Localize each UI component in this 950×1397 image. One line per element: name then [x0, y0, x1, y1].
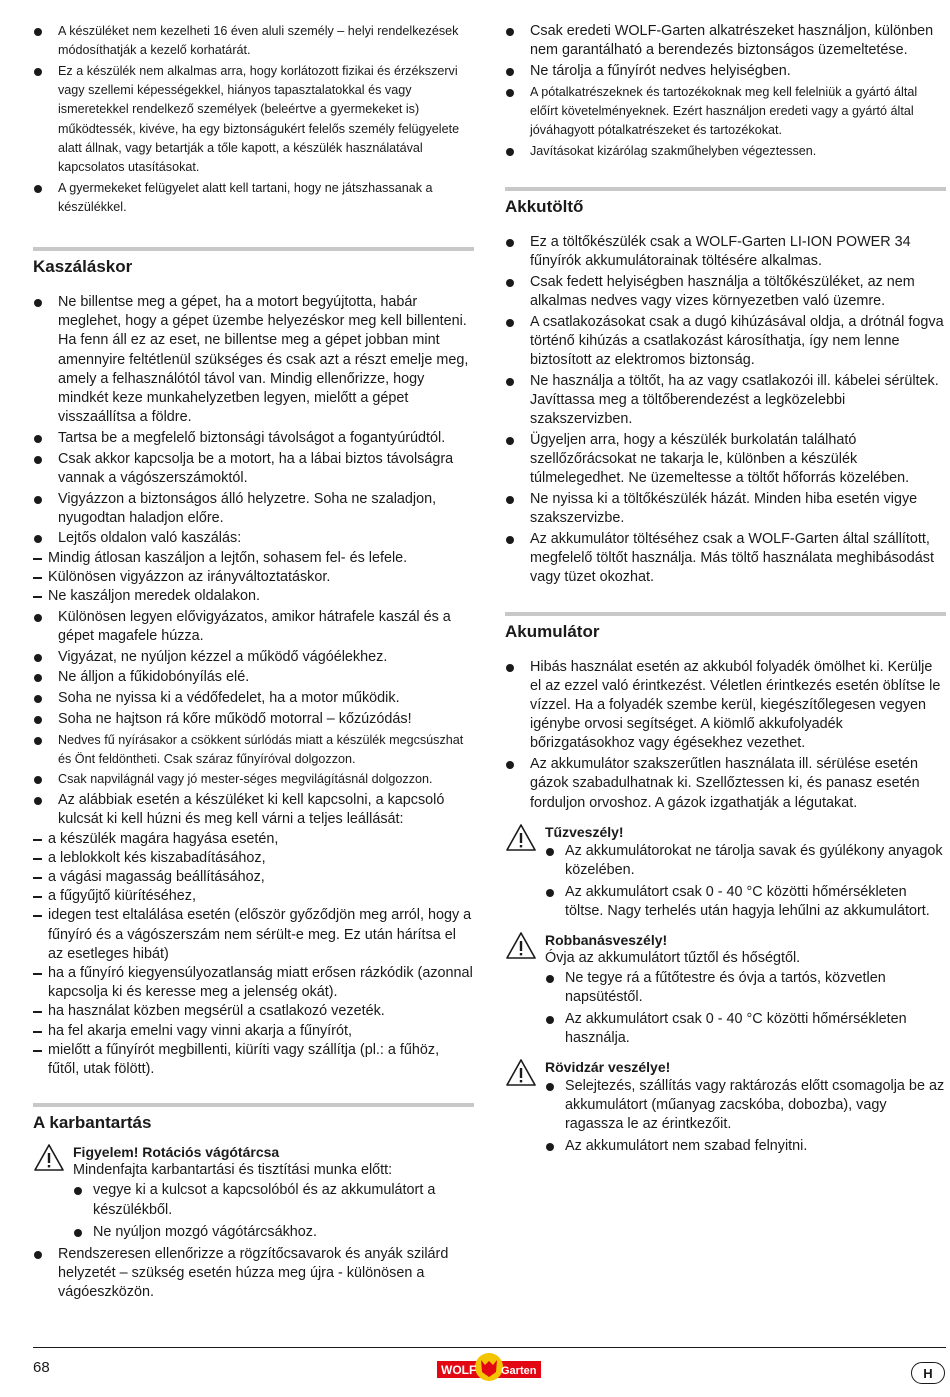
slope-intro: Lejtős oldalon való kaszálás: — [58, 530, 242, 547]
section-divider — [505, 187, 946, 191]
warning-triangle-icon — [505, 931, 537, 960]
list-item: A készüléket nem kezelheti 16 éven aluli személy – helyi rendelkezések módosíthatják a kezelő korhatárát. — [33, 22, 474, 60]
list-item: Tartsa be a megfelelő biztonsági távolságot a fogantyúrúdtól. — [33, 429, 474, 448]
warning-title: Figyelem! Rotációs vágótárcsa — [73, 1144, 280, 1161]
list-item: Az akkumulátort nem szabad felnyitni. — [545, 1137, 946, 1156]
intro-list-right — [505, 22, 946, 161]
warning-triangle-icon — [505, 823, 537, 852]
battery-list — [505, 658, 946, 813]
list-item: Az akkumulátor töltéséhez csak a WOLF-Garten által szállított, megfelelő töltőt használja. Más töltő használata meghibásodást vagy tüzet okozhat. — [505, 530, 946, 588]
sub-item: mielőtt a fűnyírót megbillenti, kiüríti vagy szállítja (pl.: a fűhöz, fűtől, utak fölött). — [33, 1041, 474, 1079]
sub-item: Különösen vigyázzon az irányváltoztatáskor. — [33, 568, 474, 587]
list-item: Csak napvilágnál vagy jó mester-séges megvilágításnál dolgozzon. — [33, 770, 474, 789]
logo-text-garten: Garten — [501, 1365, 537, 1377]
logo-text-wolf: WOLF — [441, 1363, 477, 1377]
list-item: Az akkumulátort csak 0 - 40 °C közötti hőmérsékleten töltse. Nagy terhelés után hagyja lehűlni az akkumulátort. — [545, 883, 946, 921]
footer-divider — [33, 1347, 946, 1348]
list-item: Csak fedett helyiségben használja a töltőkészüléket, az nem alkalmas nedves vagy vizes környezetben való üzemre. — [505, 273, 946, 311]
list-item: Az akkumulátor szakszerűtlen használata ill. sérülése esetén gázok szabadulhatnak ki. Szellőztessen ki, és panasz esetén forduljon orvoshoz. A gázok izgathatják a légutakat. — [505, 755, 946, 813]
list-item: Ne használja a töltőt, ha az vagy csatlakozói ill. kábelei sérültek. Javíttassa meg a töltőberendezést a legközelebbi szakszervizben. — [505, 372, 946, 430]
list-item: Ne tegye rá a fűtőtestre és óvja a tartós, közvetlen napsütéstől. — [545, 969, 946, 1007]
list-item: Ne billentse meg a gépet, ha a motort begyújtotta, habár meglehet, hogy a gépet üzembe helyezéskor meg kell billenteni. Ha fenn áll ez az eset, ne billentse meg a gépet jobban mint amennyire feltétlenül szükséges és csak azt a részt emelje meg, amely a felhasználótól távol van. Mindig ellenőrizze, hogy mindkét keze munkahelyzetben legyen, mielőtt a gépet visszaállítsa a földre. — [33, 293, 474, 427]
sub-item: Mindig átlosan kaszáljon a lejtőn, sohasem fel- és lefele. — [33, 549, 474, 568]
section-divider — [505, 612, 946, 616]
warning-block-rotating-blade — [33, 1143, 474, 1242]
list-item: Különösen legyen elővigyázatos, amikor hátrafele kaszál és a gépet magafele húzza. — [33, 608, 474, 646]
list-item-stop — [33, 791, 474, 1079]
warning-block-short-circuit — [505, 1058, 946, 1157]
list-item: A gyermekeket felügyelet alatt kell tartani, hogy ne játszhassanak a készülékkel. — [33, 179, 474, 217]
sub-item: a fűgyűjtő kiürítéséhez, — [33, 887, 474, 906]
section-heading-maintenance: A karbantartás — [33, 1113, 152, 1133]
warning-text: Mindenfajta karbantartási és tisztítási munka előtt: — [73, 1162, 393, 1179]
list-item: Ez a készülék nem alkalmas arra, hogy korlátozott fizikai és érzékszervi vagy szellemi képességekkel, hiányos tapasztalatokkal és vagy ismeretekkel rendelkező személyek (beleértve a gyermekeket is) működtessék, kivéve, ha egy biztonságukért felelős személy felügyelete alatt állnak, vagy betartják a tőle kapott, a készülék használatával kapcsolatos utasításokat. — [33, 62, 474, 177]
list-item: Soha ne nyissa ki a védőfedelet, ha a motor működik. — [33, 689, 474, 708]
list-item: Ne tárolja a fűnyírót nedves helyiségben. — [505, 62, 946, 81]
list-item: Ez a töltőkészülék csak a WOLF-Garten LI-ION POWER 34 fűnyírók akkumulátorainak töltésére alkalmas. — [505, 233, 946, 271]
sub-item: Ne kaszáljon meredek oldalakon. — [33, 587, 474, 606]
slope-sublist — [33, 549, 474, 607]
intro-list-left — [33, 22, 474, 217]
warning-list — [73, 1181, 474, 1242]
warning-triangle-icon — [33, 1143, 65, 1172]
charger-section — [505, 187, 946, 588]
list-item: Csak akkor kapcsolja be a motort, ha a lábai biztos távolságra vannak a vágószerszámoktól. — [33, 450, 474, 488]
warning-block-fire — [505, 823, 946, 922]
stop-sublist — [33, 830, 474, 1080]
list-item: Ne nyissa ki a töltőkészülék házát. Minden hiba esetén vigye szakszervizbe. — [505, 490, 946, 528]
list-item: A csatlakozásokat csak a dugó kihúzásával oldja, a drótnál fogva történő kihúzás a csatlakozást károsíthatja, így nem lenne biztosított az elektromos biztonság. — [505, 313, 946, 371]
sub-item: a leblokkolt kés kiszabadításához, — [33, 849, 474, 868]
stop-intro: Az alábbiak esetén a készüléket ki kell kapcsolni, a kapcsoló kulcsát ki kell húzni és meg kell várni a teljes leállását: — [58, 792, 445, 828]
list-item: Nedves fű nyírásakor a csökkent súrlódás miatt a készülék megcsúszhat és Önt feldöntheti. Csak száraz fűnyíróval dolgozzon. — [33, 731, 474, 769]
warning-list — [545, 969, 946, 1049]
list-item: Vigyázat, ne nyúljon kézzel a működő vágóélekhez. — [33, 648, 474, 667]
list-item: Az akkumulátort csak 0 - 40 °C közötti hőmérsékleten használja. — [545, 1010, 946, 1048]
sub-item: ha használat közben megsérül a csatlakozó vezeték. — [33, 1002, 474, 1021]
warning-title: Robbanásveszély! — [545, 931, 668, 948]
sub-item: ha fel akarja emelni vagy vinni akarja a fűnyírót, — [33, 1022, 474, 1041]
warning-title: Rövidzár veszélye! — [545, 1058, 671, 1075]
maintenance-section — [33, 1103, 474, 1302]
maintenance-list — [33, 1245, 474, 1303]
wolf-garten-logo — [437, 1352, 541, 1382]
page-number: 68 — [33, 1359, 50, 1376]
mowing-list — [33, 293, 474, 1079]
section-divider — [33, 1103, 474, 1107]
left-column — [33, 22, 474, 1304]
list-item: Csak eredeti WOLF-Garten alkatrészeket használjon, különben nem garantálható a berendezés biztonságos üzemeltetése. — [505, 22, 946, 60]
mowing-section — [33, 247, 474, 1079]
list-item: Az akkumulátorokat ne tárolja savak és gyúlékony anyagok közelében. — [545, 842, 946, 880]
list-item: A pótalkatrészeknek és tartozékoknak meg kell felelniük a gyártó által előírt követelményeknek. Ezért használjon eredeti vagy a gyártó által jóváhagyott pótalkatrészeket és tartozékokat. — [505, 83, 946, 141]
list-item: Ügyeljen arra, hogy a készülék burkolatán található szellőzőrácsokat ne takarja le, különben a készülék túlmelegedhet. Ne üzemeltesse a töltőt hőforrás közelében. — [505, 431, 946, 489]
charger-list — [505, 233, 946, 588]
list-item: Javításokat kizárólag szakműhelyben végeztessen. — [505, 142, 946, 161]
list-item: vegye ki a kulcsot a kapcsolóból és az akkumulátort a készülékből. — [73, 1181, 474, 1219]
warning-text: Óvja az akkumulátort tűztől és hőségtől. — [545, 949, 801, 966]
sub-item: ha a fűnyíró kiegyensúlyozatlanság miatt erősen rázkódik (azonnal kapcsolja ki és keresse meg a jelenség okát). — [33, 964, 474, 1002]
list-item: Rendszeresen ellenőrizze a rögzítőcsavarok és anyák szilárd helyzetét – szükség esetén húzza meg újra - különösen a vágóeszközön. — [33, 1245, 474, 1303]
battery-section — [505, 612, 946, 1157]
list-item: Ne nyúljon mozgó vágótárcsákhoz. — [73, 1223, 474, 1242]
list-item-slope — [33, 529, 474, 606]
section-heading-charger: Akkutöltő — [505, 196, 584, 216]
list-item: Ne álljon a fűkidobónyílás elé. — [33, 668, 474, 687]
warning-list — [545, 1077, 946, 1157]
sub-item: idegen test eltalálása esetén (először győződjön meg arról, hogy a fűnyíró és a vágószerszám nem sérült-e meg. Ez után hárítsa el az esetleges hibát) — [33, 906, 474, 964]
list-item: Vigyázzon a biztonságos álló helyzetre. Soha ne szaladjon, nyugodtan haladjon előre. — [33, 490, 474, 528]
list-item: Selejtezés, szállítás vagy raktározás előtt csomagolja be az akkumulátort (műanyag zacskóba, dobozba), vagy ragassza le az érintkezőit. — [545, 1077, 946, 1135]
section-heading-battery: Akumulátor — [505, 621, 600, 641]
sub-item: a vágási magasság beállításához, — [33, 868, 474, 887]
list-item: Hibás használat esetén az akkuból folyadék ömölhet ki. Kerülje el az ezzel való érintkezést. Véletlen érintkezés esetén öblítse le vízzel. Ha a folyadék szembe kerül, kiegészítőlegesen vegyen igénybe orvosi segítséget. A kiömlő akkufolyadék bőrizgatásokhoz vagy égésekhez vezethet. — [505, 658, 946, 754]
warning-block-explosion — [505, 931, 946, 1049]
warning-title: Tűzveszély! — [545, 823, 624, 840]
sub-item: a készülék magára hagyása esetén, — [33, 830, 474, 849]
section-heading-mowing: Kaszáláskor — [33, 257, 133, 277]
list-item: Soha ne hajtson rá kőre működő motorral – kőzúzódás! — [33, 710, 474, 729]
warning-triangle-icon — [505, 1058, 537, 1087]
language-badge: H — [911, 1362, 945, 1384]
section-divider — [33, 247, 474, 251]
warning-list — [545, 842, 946, 922]
right-column — [505, 22, 946, 1159]
